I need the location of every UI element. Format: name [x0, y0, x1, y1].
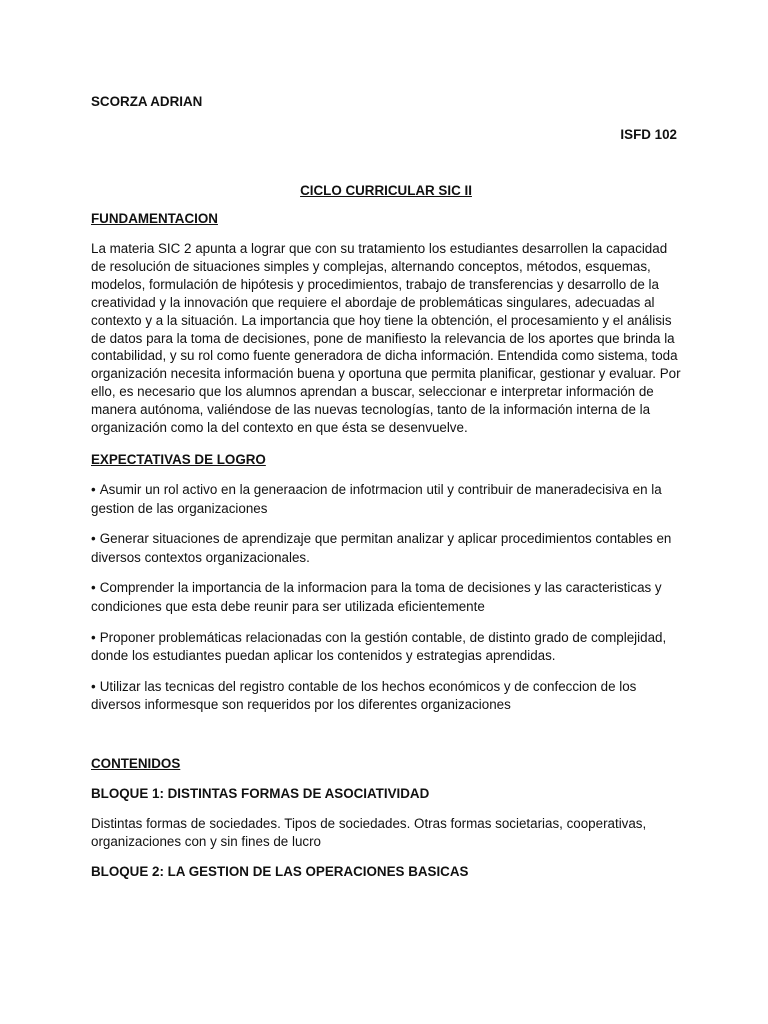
institution-name: ISFD 102 [620, 127, 677, 142]
list-item-text: Asumir un rol activo en la generaacion de infotrmacion util y contribuir de maneradecisiva en la gestion de las organizaciones [91, 481, 662, 516]
document-content [91, 93, 681, 881]
bullet-mark: • [91, 678, 96, 694]
document-title: CICLO CURRICULAR SIC II [300, 183, 472, 198]
bloque1-paragraph: Distintas formas de sociedades. Tipos de sociedades. Otras formas societarias, cooperativas, organizaciones con y sin fines de lucro [91, 815, 647, 849]
list-item [91, 579, 681, 616]
contenidos-heading: CONTENIDOS [91, 755, 181, 771]
bullet-mark: • [91, 580, 96, 596]
list-item [91, 530, 681, 567]
list-item-text: Generar situaciones de aprendizaje que permitan analizar y aplicar procedimientos contables en diversos contextos organizacionales. [91, 531, 672, 565]
list-item-text: Utilizar las tecnicas del registro contable de los hechos económicos y de confeccion de los diversos informesque son requeridos por los diferentes organizaciones [91, 678, 637, 713]
expectativas-list [91, 481, 681, 715]
fundamentacion-heading: FUNDAMENTACION [91, 211, 218, 226]
bullet-mark: • [91, 481, 96, 497]
list-item-text: Comprender la importancia de la informacion para la toma de decisiones y las caracteristicas y condiciones que esta debe reunir para ser utilizada eficientemente [91, 580, 662, 614]
bullet-mark: • [91, 629, 96, 645]
fundamentacion-paragraph: La materia SIC 2 apunta a lograr que con su tratamiento los estudiantes desarrollen la capacidad de resolución de situaciones simples y complejas, alternando conceptos, métodos, esquemas, modelos, formulación de hipótesis y procedimientos, trabajo de transferencias y desarrollo de la creatividad y la innovación que requiere el abordaje de problemáticas singulares, adecuadas al contexto y a la situación. La importancia que hoy tiene la obtención, el procesamiento y el análisis de datos para la toma de decisiones, pone de manifiesto la relevancia de los aportes que brinda la contabilidad, y su rol como fuente generadora de dicha información. Entendida como sistema, toda organización necesita información buena y oportuna que permita planificar, gestionar y evaluar. Por ello, es necesario que los alumnos aprendan a buscar, seleccionar e interpretar información de manera autónoma, valiéndose de las nuevas tecnologías, tanto de la información interna de la organización como la del contexto en que ésta se desenvuelve. [91, 241, 681, 436]
bloque1-title: BLOQUE 1: DISTINTAS FORMAS DE ASOCIATIVIDAD [91, 785, 430, 801]
expectativas-heading: EXPECTATIVAS DE LOGRO [91, 451, 266, 467]
list-item-text: Proponer problemáticas relacionadas con la gestión contable, de distinto grado de complejidad, donde los estudiantes puedan aplicar los contenidos y estrategias aprendidas. [91, 629, 667, 664]
list-item [91, 629, 681, 666]
author-name: SCORZA ADRIAN [91, 94, 203, 109]
list-item [91, 481, 681, 518]
bullet-mark: • [91, 531, 96, 547]
bloque2-title: BLOQUE 2: LA GESTION DE LAS OPERACIONES BASICAS [91, 863, 469, 879]
list-item [91, 678, 681, 715]
